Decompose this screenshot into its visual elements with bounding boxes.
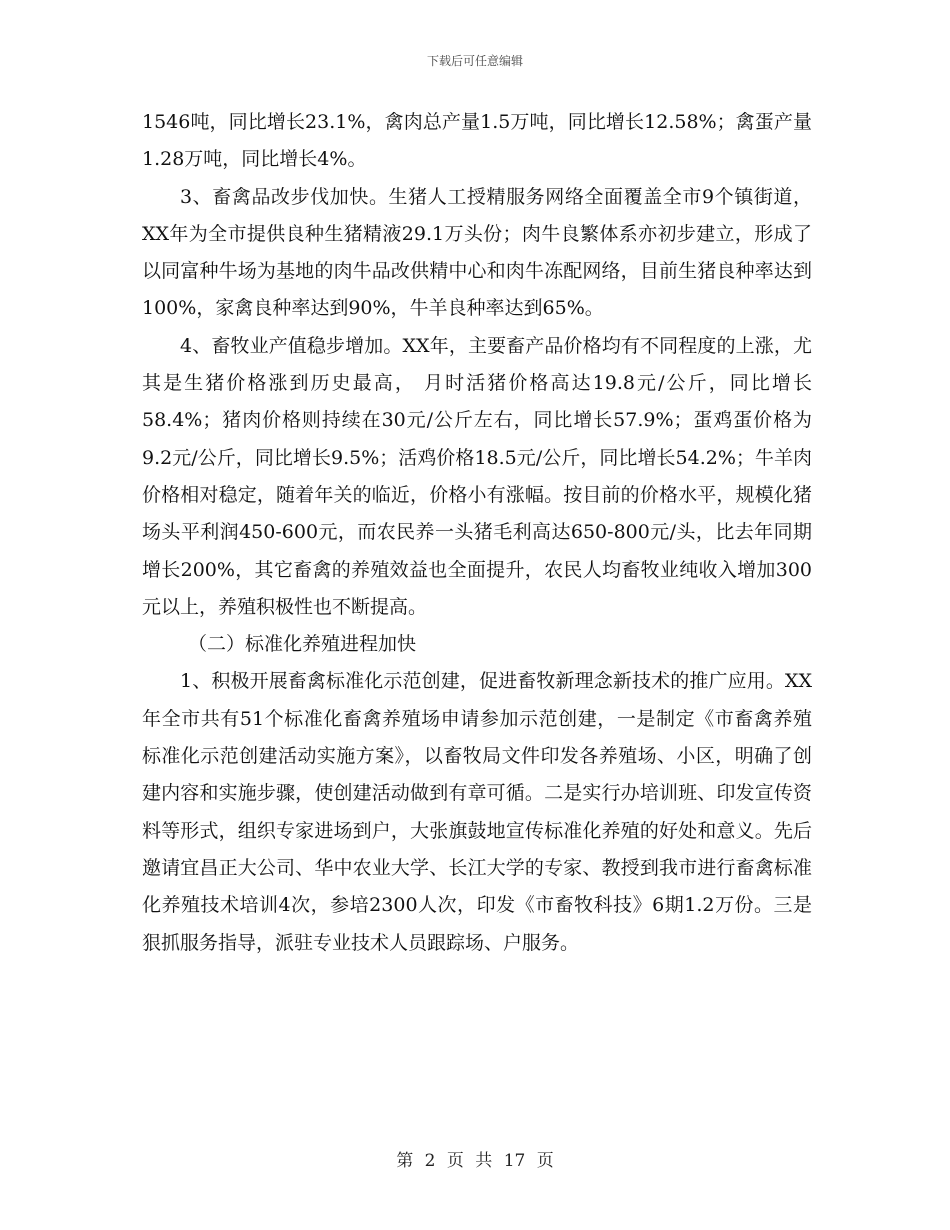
document-body	[142, 104, 812, 962]
paragraph-continuation: 1546吨，同比增长23.1%，禽肉总产量1.5万吨，同比增长12.58%；禽蛋产量1.28万吨，同比增长4%。	[142, 111, 812, 171]
paragraph-output-value: 4、畜牧业产值稳步增加。XX年，主要畜产品价格均有不同程度的上涨，尤其是生猪价格涨到历史最高， 月时活猪价格高达19.8元/公斤，同比增长58.4%；猪肉价格则持续在30元/公斤左右，同比增长57.9%；蛋鸡蛋价格为9.2元/公斤，同比增长9.5%；活鸡价格18.5元/公斤，同比增长54.2%；牛羊肉价格相对稳定，随着年关的临近，价格小有涨幅。按目前的价格水平，规模化猪场头平利润450-600元，而农民养一头猪毛利高达650-800元/头，比去年同期增长200%，其它畜禽的养殖效益也全面提升，农民人均畜牧业纯收入增加300元以上，养殖积极性也不断提高。	[142, 334, 812, 618]
paragraph-standardization-demo: 1、积极开展畜禽标准化示范创建，促进畜牧新理念新技术的推广应用。XX年全市共有51个标准化畜禽养殖场申请参加示范创建，一是制定《市畜禽养殖标准化示范创建活动实施方案》，以畜牧局文件印发各养殖场、小区，明确了创建内容和实施步骤，使创建活动做到有章可循。二是实行办培训班、印发宣传资料等形式，组织专家进场到户，大张旗鼓地宣传标准化养殖的好处和意义。先后邀请宜昌正大公司、华中农业大学、长江大学的专家、教授到我市进行畜禽标准化养殖技术培训4次，参培2300人次，印发《市畜牧科技》6期1.2万份。三是狠抓服务指导，派驻专业技术人员跟踪场、户服务。	[142, 670, 812, 954]
paragraph-breed-improvement: 3、畜禽品改步伐加快。生猪人工授精服务网络全面覆盖全市9个镇街道，XX年为全市提供良种生猪精液29.1万头份；肉牛良繁体系亦初步建立，形成了以同富种牛场为基地的肉牛品改供精中心和肉牛冻配网络，目前生猪良种率达到100%，家禽良种率达到90%，牛羊良种率达到65%。	[142, 185, 812, 320]
section-heading-standardization: （二）标准化养殖进程加快	[188, 633, 417, 656]
page-header: 下载后可任意编辑	[426, 54, 523, 68]
page-number: 第 2 页 共 17 页	[396, 1151, 554, 1171]
